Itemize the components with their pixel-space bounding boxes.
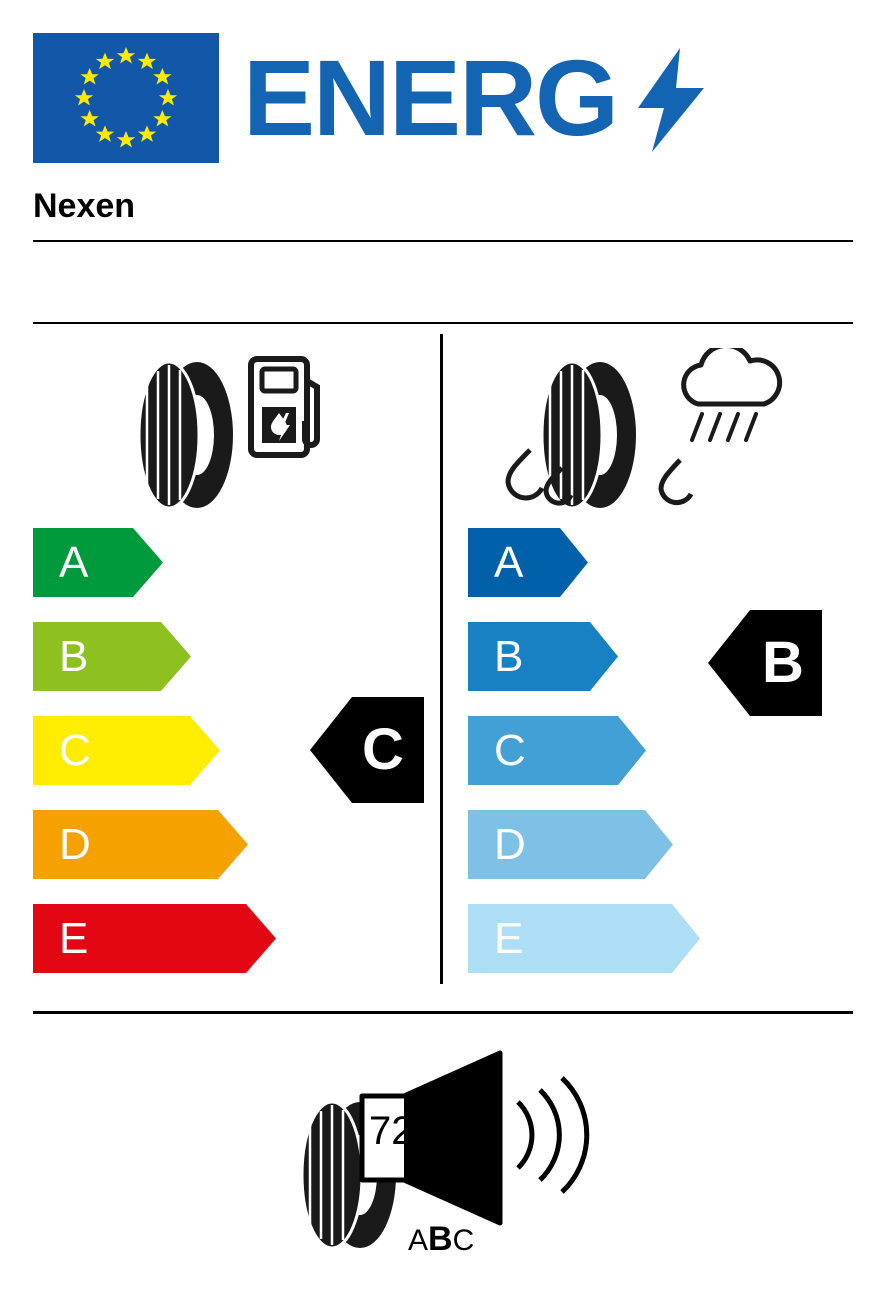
fuel-grade-e (33, 904, 276, 973)
wetgrip-grade-a-letter: A (494, 538, 524, 587)
brand-name: Nexen (33, 187, 136, 225)
fuel-grade-b (33, 622, 191, 691)
fuel-efficiency-result-letter: C (362, 717, 404, 782)
divider-bottom (33, 1011, 853, 1014)
fuel-grade-a (33, 528, 163, 597)
wetgrip-grade-a (468, 528, 588, 597)
wet-grip-result-letter: B (762, 630, 804, 695)
fuel-efficiency-result (310, 697, 424, 803)
noise-class-a: A (408, 1224, 429, 1257)
sound-waves-icon (508, 1070, 598, 1200)
fuel-grade-c-letter: C (59, 726, 91, 775)
fuel-grade-d (33, 810, 248, 879)
divider-brand (33, 240, 853, 242)
fuel-pump-icon (248, 355, 326, 465)
divider-vertical (440, 334, 443, 984)
wetgrip-grade-d-letter: D (494, 820, 526, 869)
rain-cloud-icon (672, 348, 790, 458)
fuel-grade-b-letter: B (59, 632, 89, 681)
noise-value: 72dB (369, 1109, 463, 1153)
noise-class-c: C (452, 1224, 475, 1257)
divider-top (33, 322, 853, 324)
fuel-grade-d-letter: D (59, 820, 91, 869)
tyre-icon (125, 355, 245, 515)
noise-class-scale (408, 1222, 474, 1258)
wetgrip-grade-e (468, 904, 700, 973)
noise-class-b: B (428, 1220, 453, 1258)
wetgrip-grade-c-letter: C (494, 726, 526, 775)
wetgrip-grade-e-letter: E (494, 914, 524, 963)
energ-wordmark: ENERG (243, 37, 618, 158)
wetgrip-grade-d (468, 810, 673, 879)
wetgrip-grade-b (468, 622, 618, 691)
wet-grip-result (708, 610, 822, 716)
wetgrip-grade-c (468, 716, 646, 785)
wetgrip-grade-b-letter: B (494, 632, 524, 681)
eu-flag (33, 33, 219, 163)
fuel-grade-a-letter: A (59, 538, 89, 587)
fuel-grade-c (33, 716, 220, 785)
lightning-bolt-icon (638, 48, 704, 152)
fuel-grade-e-letter: E (59, 914, 89, 963)
